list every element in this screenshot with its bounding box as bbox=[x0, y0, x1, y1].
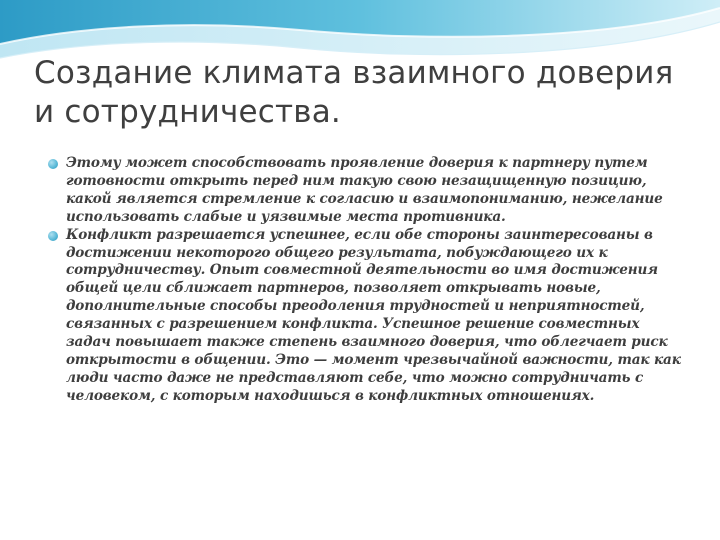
bullet-text: Конфликт разрешается успешнее, если обе стороны заинтересованы в достижении некоторого общего результата, побуждающего их к сотрудничеству. Опыт совместной деятельности во имя достижения общей цели сближает партнеров, позволяет открывать новые, дополнительные способы преодоления трудностей и неприятностей, связанных с разрешением конфликта. Успешное решение совместных задач повышает также степень взаимного доверия, что облегчает риск открытости в общении. Это — момент чрезвычайной важности, так как люди часто даже не представляют себе, что можно сотрудничать с человеком, с которым находишься в конфликтных отношениях. bbox=[66, 226, 681, 404]
bullet-list bbox=[48, 155, 688, 406]
bullet-item bbox=[48, 227, 688, 406]
slide-title: Создание климата взаимного доверия и сотрудничества. bbox=[34, 55, 674, 130]
bullet-dot-icon bbox=[48, 159, 58, 169]
bullet-dot-icon bbox=[48, 231, 58, 241]
bullet-text: Этому может способствовать проявление доверия к партнеру путем готовности открыть перед ним такую свою незащищенную позицию, какой является стремление к согласию и взаимопониманию, нежелание использовать слабые и уязвимые места противника. bbox=[66, 155, 663, 225]
bullet-item bbox=[48, 155, 688, 227]
